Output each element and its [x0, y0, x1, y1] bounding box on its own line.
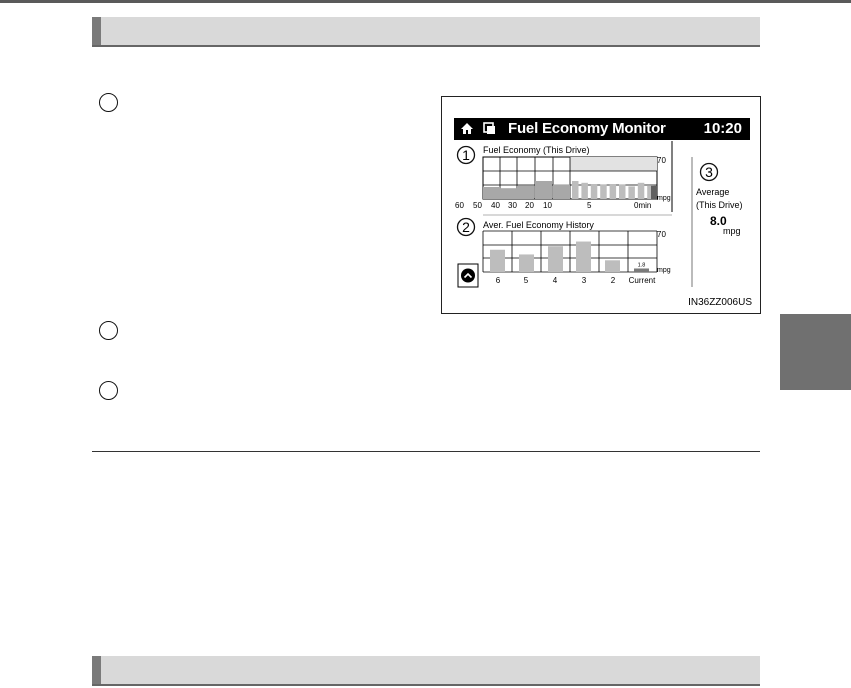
chart1-xtick: 40	[491, 201, 500, 210]
chart1-recent-bar	[591, 184, 598, 199]
chart2-ymax-label: 70	[657, 230, 666, 239]
average-label: Average	[696, 187, 730, 197]
chart2-unit-label: mpg	[657, 267, 671, 274]
section-header-bar-top	[92, 17, 760, 47]
average-sublabel: (This Drive)	[696, 200, 743, 210]
screen-title: Fuel Economy Monitor	[508, 120, 666, 137]
chart1-ymax-label: 70	[657, 156, 666, 165]
chart2-title: Aver. Fuel Economy History	[483, 220, 594, 230]
chart1-xtick: 0min	[634, 201, 652, 210]
chart2-bar	[519, 254, 534, 272]
chart2-bar	[490, 250, 505, 272]
section-divider	[92, 451, 760, 452]
top-rule	[0, 0, 851, 3]
chart2-bar	[605, 260, 620, 272]
average-value: 8.0	[710, 214, 727, 228]
chart1-recent-bar	[610, 184, 617, 199]
chart1-recent-bar	[628, 186, 635, 199]
chart1-recent-band	[570, 157, 657, 171]
list-marker-circle-1	[99, 93, 118, 112]
chart1-past-bar	[483, 187, 500, 199]
chart1-title: Fuel Economy (This Drive)	[483, 145, 590, 155]
figure-code: IN36ZZ006US	[688, 297, 752, 308]
chart2-data-label: 1.8	[637, 262, 646, 269]
chart2-xtick: Current	[628, 276, 656, 285]
chart1-past-bar	[535, 181, 552, 199]
chart1-unit-label: mpg	[657, 195, 671, 202]
chart1-past-bar	[517, 186, 534, 199]
chart2-xtick: 2	[610, 276, 616, 285]
chart1-past-bar	[553, 185, 570, 199]
chart1-recent-bar	[600, 185, 607, 199]
chart1-xtick: 20	[525, 201, 534, 210]
callout-3-label: 3	[705, 164, 713, 180]
chart2-xtick: 6	[495, 276, 501, 285]
fuel-charts	[442, 97, 762, 315]
chart1-past-bar	[500, 188, 517, 199]
chart1-current-bar	[651, 186, 657, 199]
chart1-xtick: 5	[587, 201, 592, 210]
fuel-economy-screen-figure	[441, 96, 761, 314]
chart1-recent-bar	[581, 183, 588, 199]
chart2-bar	[548, 246, 563, 272]
scroll-up-icon-disc	[461, 269, 475, 283]
side-tab-marker	[780, 314, 851, 390]
chart1-xtick: 30	[508, 201, 517, 210]
average-unit: mpg	[723, 226, 741, 236]
chart2-xtick: 5	[523, 276, 529, 285]
chart2-bar	[576, 242, 591, 272]
callout-2-label: 2	[462, 219, 470, 235]
section-header-bar-bottom	[92, 656, 760, 686]
callout-1-label: 1	[462, 147, 470, 163]
list-marker-circle-3	[99, 381, 118, 400]
chart2-xtick: 4	[552, 276, 558, 285]
chart1-recent-bar	[638, 183, 645, 199]
chart1-xtick: 50	[473, 201, 482, 210]
chart1-recent-bar	[619, 185, 626, 199]
clock: 10:20	[703, 120, 742, 137]
chart1-xtick: 60	[455, 201, 464, 210]
chart1-recent-bar	[572, 181, 579, 199]
chart2-bar	[634, 268, 649, 272]
chart1-xtick: 10	[543, 201, 552, 210]
chart2-xtick: 3	[581, 276, 587, 285]
list-marker-circle-2	[99, 321, 118, 340]
